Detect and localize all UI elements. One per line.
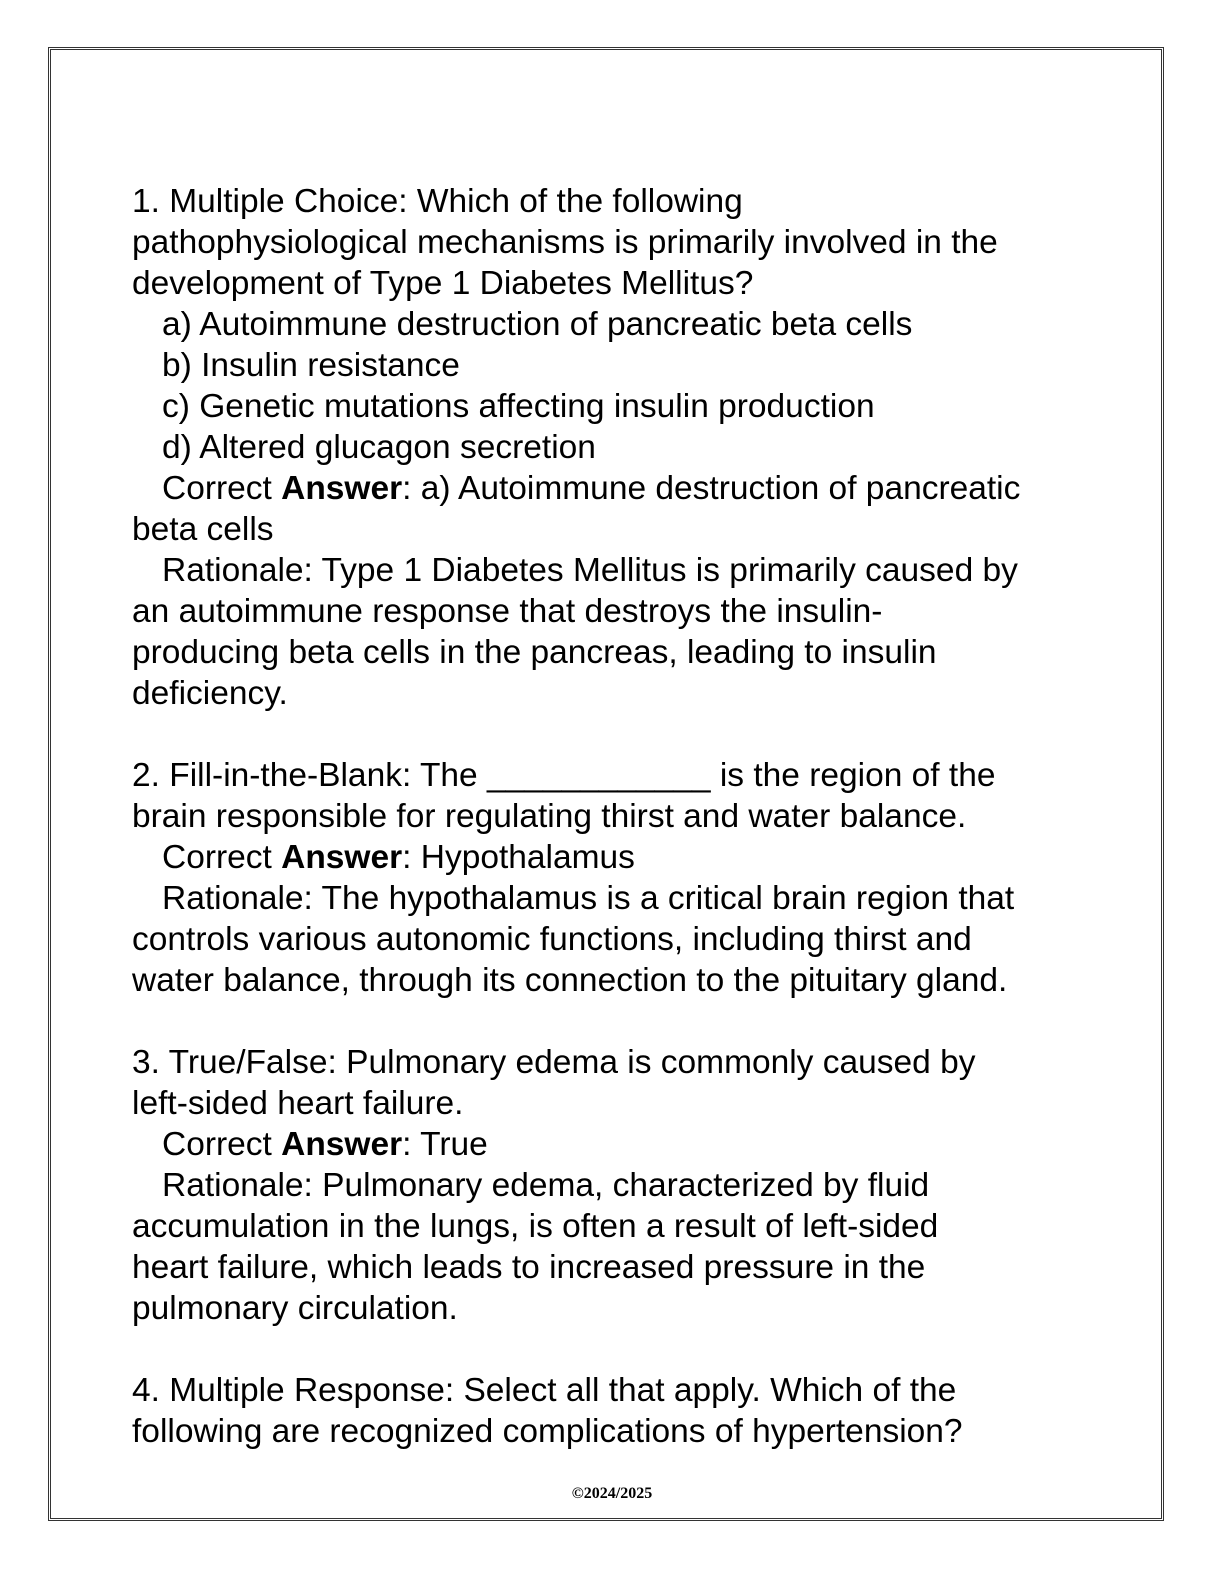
question-4: [132, 1370, 1092, 1452]
correct-answer-prefix: Correct: [162, 839, 282, 876]
question-1: [132, 181, 1092, 714]
question-2: [132, 755, 1092, 1001]
spacer: [132, 1329, 1092, 1370]
rationale-line: water balance, through its connection to the pituitary gland.: [132, 962, 1008, 999]
spacer: [132, 714, 1092, 755]
correct-answer-line: [132, 837, 1092, 878]
answer-label: Answer: [281, 839, 403, 876]
rationale-line: Rationale: The hypothalamus is a critical brain region that: [162, 880, 1015, 917]
rationale-line: pulmonary circulation.: [132, 1290, 458, 1327]
rationale-line: heart failure, which leads to increased pressure in the: [132, 1249, 926, 1286]
correct-answer-text: : True: [402, 1126, 488, 1163]
rationale-line: deficiency.: [132, 675, 288, 712]
question-3: [132, 1042, 1092, 1329]
correct-answer-text: : a) Autoimmune destruction of pancreatic: [402, 470, 1021, 507]
correct-answer-line: [132, 1124, 1092, 1165]
correct-answer-prefix: Correct: [162, 470, 282, 507]
answer-option-a: a) Autoimmune destruction of pancreatic beta cells: [162, 306, 913, 343]
answer-option-c: c) Genetic mutations affecting insulin production: [162, 388, 875, 425]
rationale-line: producing beta cells in the pancreas, leading to insulin: [132, 634, 937, 671]
document-content: [132, 181, 1092, 1452]
correct-answer-continuation: beta cells: [132, 511, 274, 548]
correct-answer-line: [132, 468, 1092, 509]
question-stem-line: pathophysiological mechanisms is primarily involved in the: [132, 224, 998, 261]
copyright-footer: ©2024/2025: [571, 1485, 653, 1502]
spacer: [132, 1001, 1092, 1042]
answer-option-b: b) Insulin resistance: [162, 347, 460, 384]
question-stem-line: brain responsible for regulating thirst and water balance.: [132, 798, 967, 835]
correct-answer-prefix: Correct: [162, 1126, 282, 1163]
rationale-line: an autoimmune response that destroys the insulin-: [132, 593, 883, 630]
rationale-line: Rationale: Pulmonary edema, characterized by fluid: [162, 1167, 930, 1204]
question-stem-line: development of Type 1 Diabetes Mellitus?: [132, 265, 754, 302]
question-stem-line: left-sided heart failure.: [132, 1085, 464, 1122]
rationale-line: accumulation in the lungs, is often a result of left-sided: [132, 1208, 939, 1245]
question-stem-line: 2. Fill-in-the-Blank: The ____________ is the region of the: [132, 757, 996, 794]
answer-label: Answer: [281, 470, 403, 507]
question-stem-line: 4. Multiple Response: Select all that apply. Which of the: [132, 1372, 957, 1409]
correct-answer-text: : Hypothalamus: [402, 839, 635, 876]
answer-label: Answer: [281, 1126, 403, 1163]
question-stem-line: 3. True/False: Pulmonary edema is commonly caused by: [132, 1044, 976, 1081]
question-stem-line: 1. Multiple Choice: Which of the following: [132, 183, 743, 220]
rationale-line: Rationale: Type 1 Diabetes Mellitus is primarily caused by: [162, 552, 1018, 589]
question-stem-line: following are recognized complications of hypertension?: [132, 1413, 963, 1450]
rationale-line: controls various autonomic functions, including thirst and: [132, 921, 972, 958]
answer-option-d: d) Altered glucagon secretion: [162, 429, 596, 466]
